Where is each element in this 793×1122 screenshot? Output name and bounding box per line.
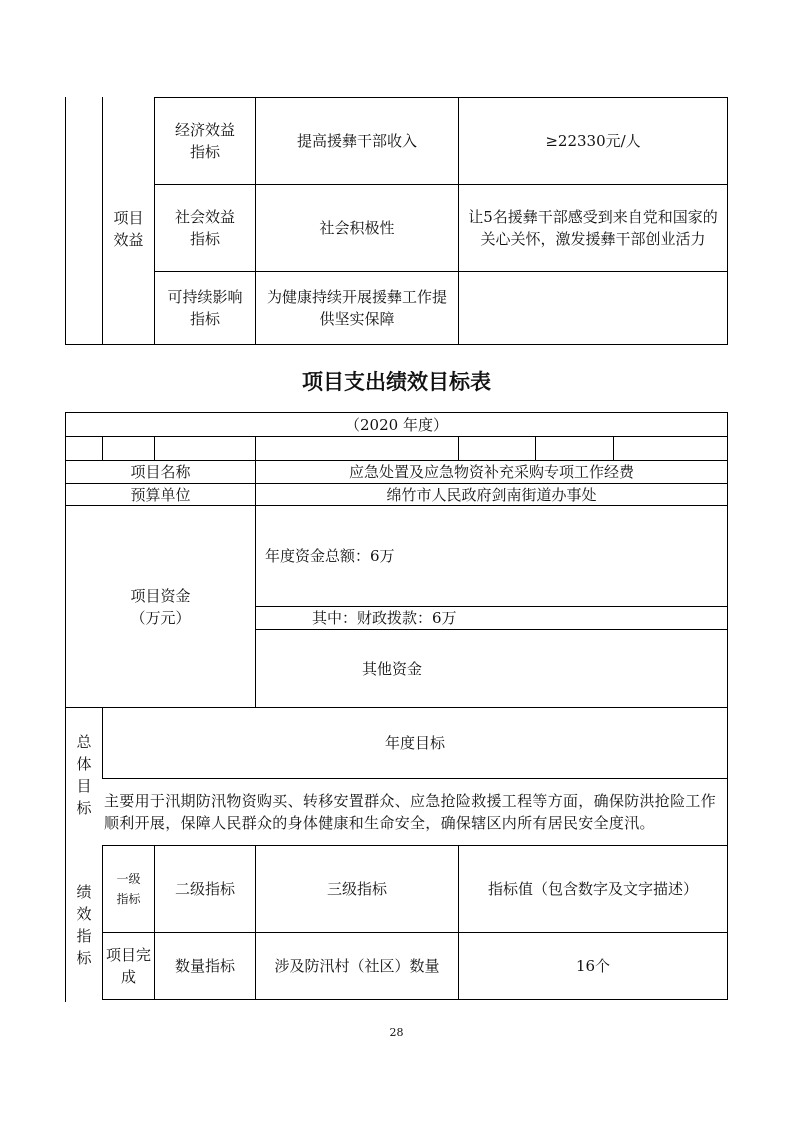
year-label: （2020 年度） [345,415,448,434]
top-row-value: ≥22330元/人 [545,132,641,150]
header-value: 指标值（包含数字及文字描述） [487,880,698,898]
header-level1: 一级指标 [116,872,141,906]
indicator-row-level3: 涉及防汛村（社区）数量 [274,957,440,975]
top-row-value: 让5名援彝干部感受到来自党和国家的关心关怀，激发援彝干部创业活力 [468,208,718,248]
top-row-level2: 社会效益指标 [174,208,235,248]
project-name-label: 项目名称 [130,463,191,481]
top-row-level3: 为健康持续开展援彝工作提供坚实保障 [266,288,447,328]
page-number: 28 [389,1026,404,1039]
indicator-row-level1: 项目完成 [106,946,152,986]
header-level3: 三级指标 [326,880,387,898]
funds-fiscal: 其中：财政拨款：6万 [312,609,457,627]
page-title: 项目支出绩效目标表 [302,370,491,394]
top-row-level2: 经济效益指标 [174,121,235,161]
overall-goal-label: 总体目标 [76,733,92,817]
top-row-level2: 可持续影响指标 [167,288,243,328]
indicator-row-value: 16个 [575,957,611,975]
indicators-label: 绩效指标 [76,883,92,967]
funds-other: 其他资金 [362,659,423,678]
funds-total: 年度资金总额：6万 [265,547,395,565]
top-row-level3: 社会积极性 [319,219,395,237]
annual-goal-header: 年度目标 [384,734,445,752]
indicator-row-level2: 数量指标 [174,957,235,975]
funds-label: 项目资金（万元） [130,586,191,627]
header-level2: 二级指标 [174,880,235,898]
annual-goal-text: 主要用于汛期防汛物资购买、转移安置群众、应急抢险救援工程等方面，确保防洪抢险工作顺利开展，保障人民群众的身体健康和生命安全，确保辖区内所有居民安全度汛。 [104,792,717,832]
category-project-benefit [103,185,154,272]
category-label: 项目效益 [113,208,144,249]
budget-unit-label: 预算单位 [130,485,191,504]
project-name-value: 应急处置及应急物资补充采购专项工作经费 [348,463,634,481]
budget-unit-value: 绵竹市人民政府剑南街道办事处 [386,485,597,504]
top-row-level3: 提高援彝干部收入 [296,132,417,150]
top-row-value [459,272,727,344]
